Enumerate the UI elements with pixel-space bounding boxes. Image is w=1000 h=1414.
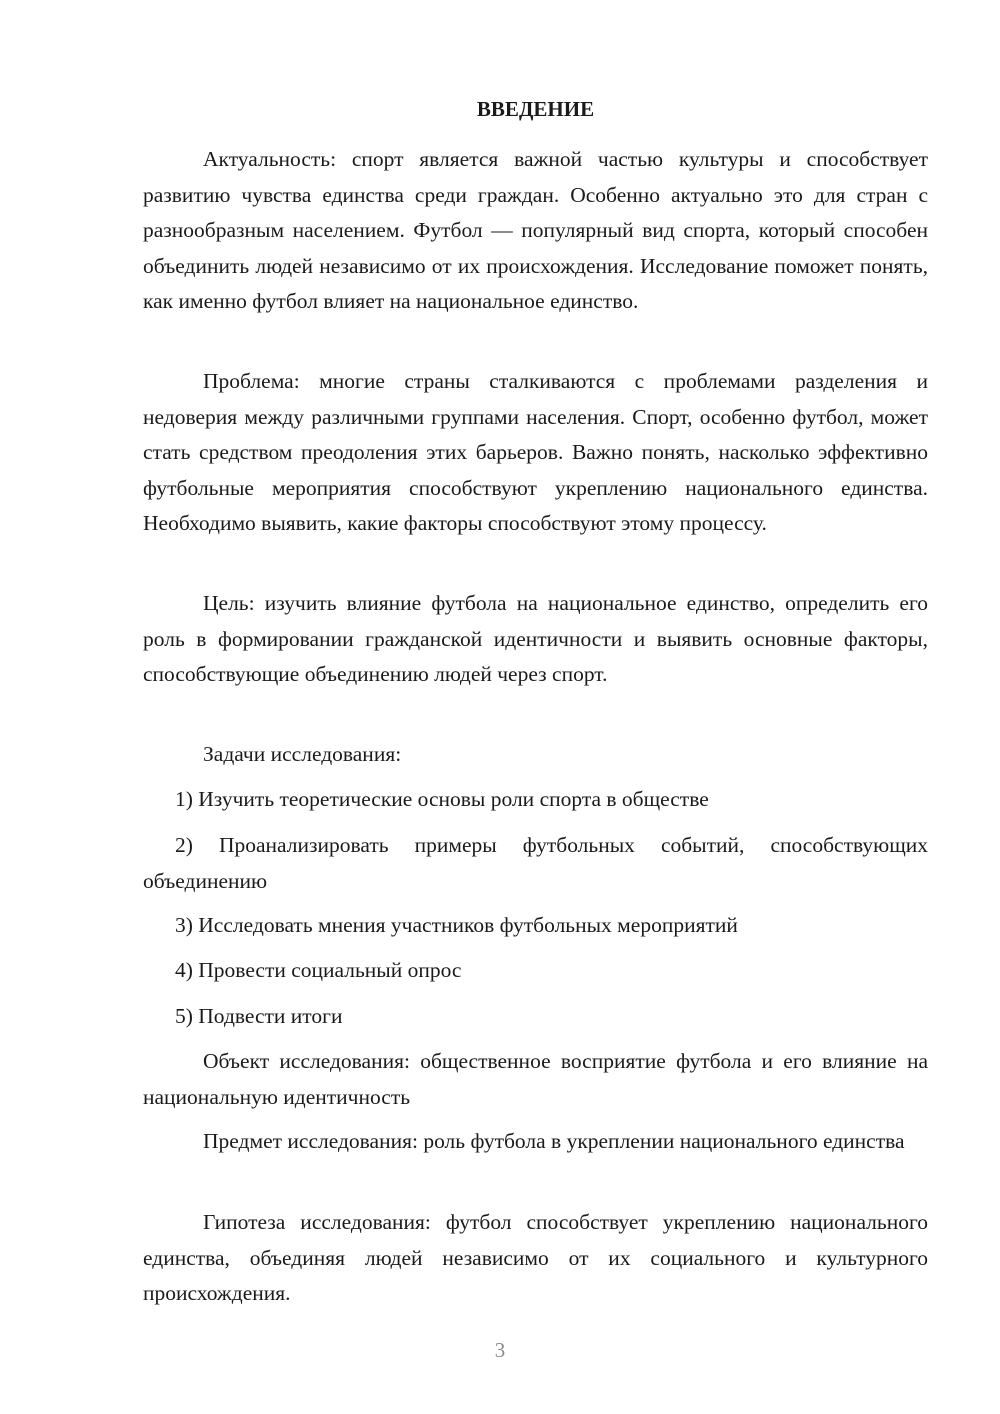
subject-paragraph: Предмет исследования: роль футбола в укреплении национального единства xyxy=(203,1129,905,1153)
object-paragraph: Объект исследования: общественное восприятие футбола и его влияние на национальную идентичность xyxy=(143,1049,928,1109)
relevance-paragraph: Актуальность: спорт является важной частью культуры и способствует развитию чувства единства среди граждан. Особенно актуально это для стран с разнообразным населением. Футбол — популярный вид спорта, который способен объединить людей независимо от их происхождения. Исследование поможет понять, как именно футбол влияет на национальное единство. xyxy=(143,147,928,313)
task-item-1: 1) Изучить теоретические основы роли спорта в обществе xyxy=(175,787,709,811)
tasks-heading: Задачи исследования: xyxy=(203,742,402,766)
hypothesis-paragraph: Гипотеза исследования: футбол способствует укреплению национального единства, объединяя людей независимо от их социального и культурного происхождения. xyxy=(143,1210,928,1305)
goal-paragraph: Цель: изучить влияние футбола на национальное единство, определить его роль в формировании гражданской идентичности и выявить основные факторы, способствующие объединению людей через спорт. xyxy=(143,591,928,686)
problem-paragraph: Проблема: многие страны сталкиваются с проблемами разделения и недоверия между различными группами населения. Спорт, особенно футбол, может стать средством преодоления этих барьеров. Важно понять, насколько эффективно футбольные мероприятия способствуют укреплению национального единства. Необходимо выявить, какие факторы способствуют этому процессу. xyxy=(143,369,928,535)
section-title: ВВЕДЕНИЕ xyxy=(476,97,595,121)
task-item-4: 4) Провести социальный опрос xyxy=(175,958,462,982)
task-item-2: 2) Проанализировать примеры футбольных событий, способствующих объединению xyxy=(143,833,928,893)
task-item-3: 3) Исследовать мнения участников футбольных мероприятий xyxy=(175,913,738,937)
page-number: 3 xyxy=(494,1338,506,1362)
task-item-5: 5) Подвести итоги xyxy=(175,1004,343,1028)
